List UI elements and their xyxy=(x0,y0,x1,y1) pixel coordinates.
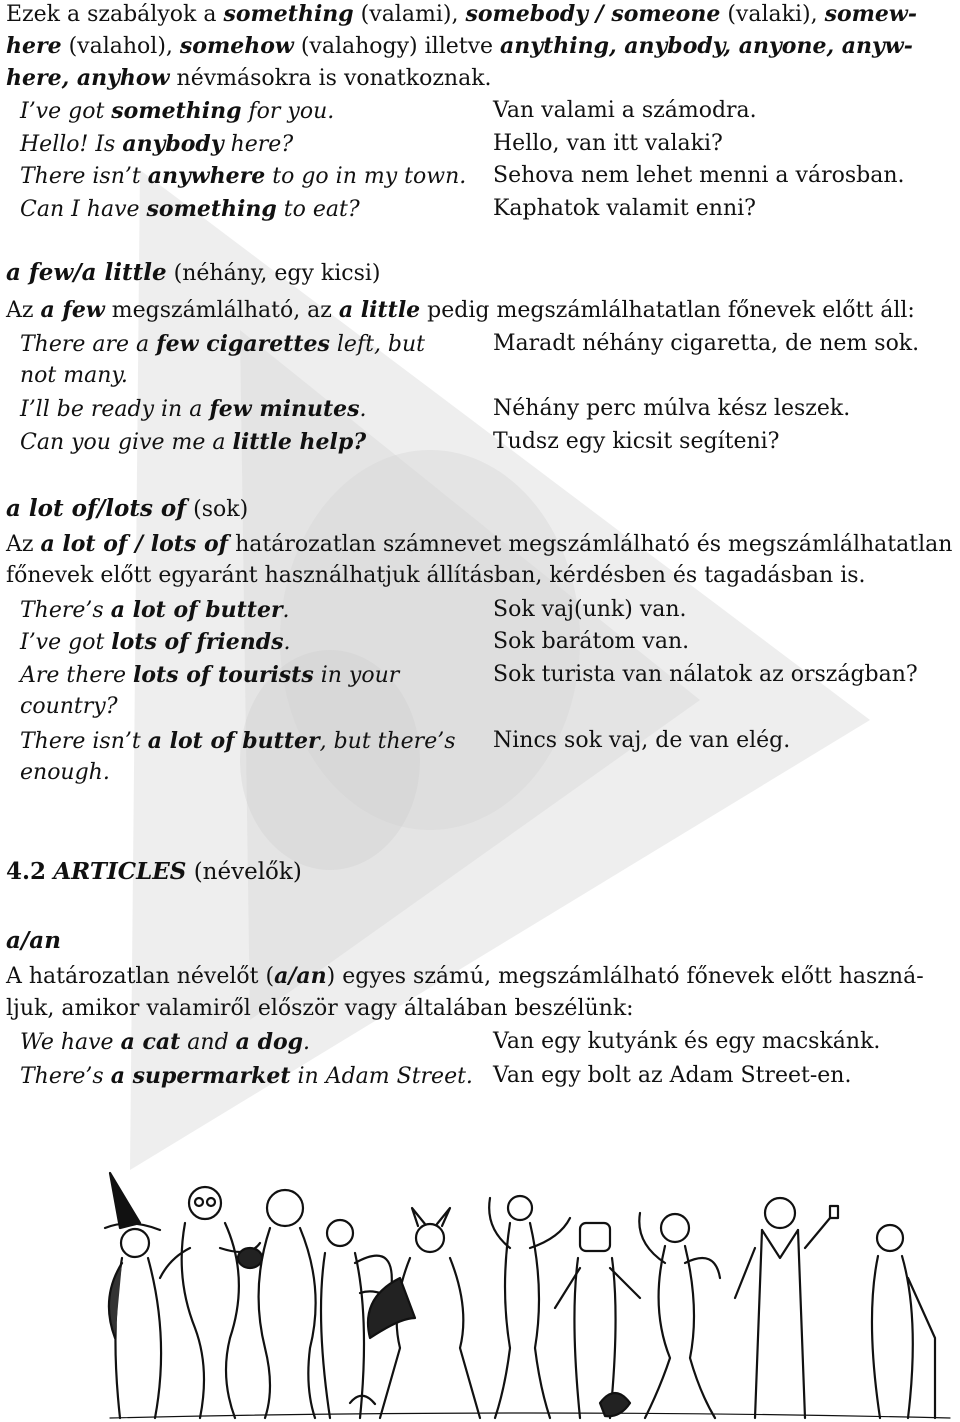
section-title-articles: 4.2 ARTICLES (névelők) xyxy=(6,858,302,885)
example-row xyxy=(20,726,960,756)
example-row xyxy=(20,129,960,159)
intro-line-2: here (valahol), somehow (valahogy) illetve anything, anybody, anyone, anyw- xyxy=(6,33,913,59)
example-hungarian: Van valami a számodra. xyxy=(493,98,757,123)
example-hungarian: Van egy kutyánk és egy macskánk. xyxy=(493,1029,881,1054)
example-english: There isn’t a lot of butter, but there’s xyxy=(20,728,456,754)
example-row xyxy=(20,758,960,788)
example-hungarian: Néhány perc múlva kész leszek. xyxy=(493,396,851,421)
example-hungarian: Kaphatok valamit enni? xyxy=(493,196,756,221)
few-little-description: Az a few megszámlálható, az a little pedig megszámlálhatatlan főnevek előtt áll: xyxy=(6,297,915,323)
example-row xyxy=(20,194,960,224)
example-row xyxy=(20,329,960,359)
section-heading-few-little: a few/a little (néhány, egy kicsi) xyxy=(6,259,381,286)
example-row xyxy=(20,1027,960,1057)
example-hungarian: Sehova nem lehet menni a városban. xyxy=(493,163,905,188)
a-an-description-1: A határozatlan névelőt (a/an) egyes számú, megszámlálható főnevek előtt haszná- xyxy=(6,963,924,989)
example-row xyxy=(20,660,960,690)
example-english: There’s a lot of butter. xyxy=(20,597,290,623)
example-english: I’ll be ready in a few minutes. xyxy=(20,396,367,422)
example-row xyxy=(20,595,960,625)
section-heading-a-an: a/an xyxy=(6,927,61,954)
example-hungarian: Sok barátom van. xyxy=(493,629,690,654)
example-english: Can you give me a little help? xyxy=(20,429,367,455)
intro-line-1: Ezek a szabályok a something (valami), somebody / someone (valaki), somew- xyxy=(6,1,917,27)
example-english: We have a cat and a dog. xyxy=(20,1029,311,1055)
example-english: I’ve got lots of friends. xyxy=(20,629,291,655)
example-hungarian: Hello, van itt valaki? xyxy=(493,131,723,156)
example-row xyxy=(20,161,960,191)
example-english: I’ve got something for you. xyxy=(20,98,335,124)
section-heading-lot-of: a lot of/lots of (sok) xyxy=(6,495,249,522)
example-row xyxy=(20,394,960,424)
example-hungarian: Sok vaj(unk) van. xyxy=(493,597,687,622)
lot-of-description-2: főnevek előtt egyaránt használhatjuk állításban, kérdésben és tagadásban is. xyxy=(6,563,866,588)
example-english: There’s a supermarket in Adam Street. xyxy=(20,1063,473,1089)
example-hungarian: Sok turista van nálatok az országban? xyxy=(493,662,918,687)
example-english: There isn’t anywhere to go in my town. xyxy=(20,163,467,189)
a-an-description-2: ljuk, amikor valamiről először vagy általában beszélünk: xyxy=(6,996,634,1021)
example-hungarian: Van egy bolt az Adam Street-en. xyxy=(493,1063,852,1088)
example-row xyxy=(20,427,960,457)
example-hungarian: Maradt néhány cigaretta, de nem sok. xyxy=(493,331,920,356)
example-english: Hello! Is anybody here? xyxy=(20,131,294,157)
example-hungarian: Nincs sok vaj, de van elég. xyxy=(493,728,791,753)
intro-line-3: here, anyhow névmásokra is vonatkoznak. xyxy=(6,65,492,91)
example-english: Can I have something to eat? xyxy=(20,196,360,222)
example-english: Are there lots of tourists in your xyxy=(20,662,400,688)
example-row xyxy=(20,1061,960,1091)
example-row xyxy=(20,96,960,126)
example-hungarian: Tudsz egy kicsit segíteni? xyxy=(493,429,780,454)
lot-of-description-1: Az a lot of / lots of határozatlan számnevet megszámlálható és megszámlálhatatlan xyxy=(6,531,953,557)
example-english: country? xyxy=(20,694,118,719)
example-row xyxy=(20,361,960,391)
example-english: enough. xyxy=(20,760,110,785)
cartoon-characters-illustration xyxy=(100,1168,960,1422)
example-english: not many. xyxy=(20,363,128,388)
example-row xyxy=(20,627,960,657)
example-english: There are a few cigarettes left, but xyxy=(20,331,426,357)
example-row xyxy=(20,692,960,722)
